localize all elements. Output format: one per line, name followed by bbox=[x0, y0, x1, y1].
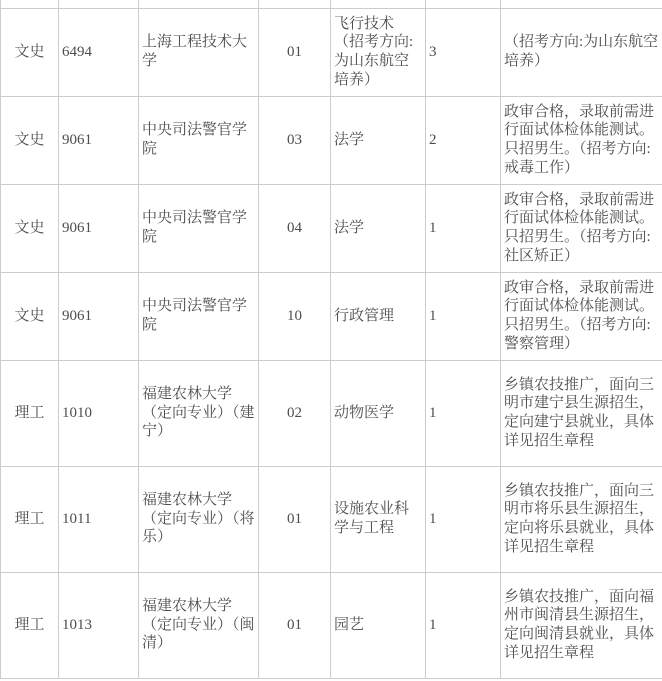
cell-major-code: 03 bbox=[259, 96, 331, 184]
cell-category: 理工 bbox=[1, 466, 59, 572]
table-row bbox=[1, 572, 662, 678]
cell-major-code: 01 bbox=[259, 572, 331, 678]
cell-major-name: 设施农业科学与工程 bbox=[331, 466, 426, 572]
cell-school-name bbox=[139, 0, 259, 8]
cell-major-code bbox=[259, 0, 331, 8]
cell-school-code: 1011 bbox=[59, 466, 139, 572]
cell-category: 文史 bbox=[1, 272, 59, 360]
table-row bbox=[1, 466, 662, 572]
cell-plan-count: 1 bbox=[426, 272, 501, 360]
cell-school-name: 中央司法警官学院 bbox=[139, 184, 259, 272]
cell-plan-count: 1 bbox=[426, 572, 501, 678]
cell-major-code: 02 bbox=[259, 360, 331, 466]
cell-school-name: 福建农林大学（定向专业）（将乐） bbox=[139, 466, 259, 572]
cell-major-name: 飞行技术（招考方向:为山东航空培养） bbox=[331, 8, 426, 96]
table-row bbox=[1, 272, 662, 360]
cell-remark: 乡镇农技推广，面向福州市闽清县生源招生，定向闽清县就业，具体详见招生章程 bbox=[501, 572, 662, 678]
cell-category: 理工 bbox=[1, 360, 59, 466]
cell-remark: （招考方向:为山东航空培养） bbox=[501, 8, 662, 96]
cell-major-code: 04 bbox=[259, 184, 331, 272]
cell-school-name: 福建农林大学（定向专业）（建宁） bbox=[139, 360, 259, 466]
cell-remark bbox=[501, 0, 662, 8]
cell-category bbox=[1, 0, 59, 8]
cell-school-code: 1013 bbox=[59, 572, 139, 678]
cell-school-code: 6494 bbox=[59, 8, 139, 96]
cell-school-code: 9061 bbox=[59, 96, 139, 184]
cell-major-name: 动物医学 bbox=[331, 360, 426, 466]
cell-plan-count: 1 bbox=[426, 360, 501, 466]
cell-major-name: 园艺 bbox=[331, 572, 426, 678]
cell-school-code: 9061 bbox=[59, 184, 139, 272]
cell-school-code bbox=[59, 0, 139, 8]
cell-category: 文史 bbox=[1, 8, 59, 96]
cell-major-name: 法学 bbox=[331, 184, 426, 272]
cell-plan-count bbox=[426, 0, 501, 8]
cell-plan-count: 1 bbox=[426, 184, 501, 272]
cell-school-name: 中央司法警官学院 bbox=[139, 272, 259, 360]
table-row bbox=[1, 8, 662, 96]
cell-school-name: 中央司法警官学院 bbox=[139, 96, 259, 184]
cell-remark: 政审合格，录取前需进行面试体检体能测试。只招男生。（招考方向:戒毒工作） bbox=[501, 96, 662, 184]
cell-category: 文史 bbox=[1, 96, 59, 184]
cell-major-code: 10 bbox=[259, 272, 331, 360]
cell-category: 理工 bbox=[1, 572, 59, 678]
cell-remark: 政审合格，录取前需进行面试体检体能测试。只招男生。（招考方向:警察管理） bbox=[501, 272, 662, 360]
cell-major-name: 行政管理 bbox=[331, 272, 426, 360]
cell-major-code: 01 bbox=[259, 8, 331, 96]
cell-plan-count: 2 bbox=[426, 96, 501, 184]
cell-school-code: 9061 bbox=[59, 272, 139, 360]
cell-school-name: 上海工程技术大学 bbox=[139, 8, 259, 96]
cell-plan-count: 1 bbox=[426, 466, 501, 572]
cell-major-name: 法学 bbox=[331, 96, 426, 184]
cell-school-code: 1010 bbox=[59, 360, 139, 466]
cell-remark: 政审合格，录取前需进行面试体检体能测试。只招男生。（招考方向:社区矫正） bbox=[501, 184, 662, 272]
cell-major-name bbox=[331, 0, 426, 8]
table-row bbox=[1, 96, 662, 184]
cell-remark: 乡镇农技推广，面向三明市建宁县生源招生，定向建宁县就业，具体详见招生章程 bbox=[501, 360, 662, 466]
table-row bbox=[1, 184, 662, 272]
cell-plan-count: 3 bbox=[426, 8, 501, 96]
table-row bbox=[1, 360, 662, 466]
cell-remark: 乡镇农技推广，面向三明市将乐县生源招生，定向将乐县就业，具体详见招生章程 bbox=[501, 466, 662, 572]
table-row-clipped bbox=[1, 0, 662, 8]
cell-school-name: 福建农林大学（定向专业）（闽清） bbox=[139, 572, 259, 678]
cell-category: 文史 bbox=[1, 184, 59, 272]
cell-major-code: 01 bbox=[259, 466, 331, 572]
